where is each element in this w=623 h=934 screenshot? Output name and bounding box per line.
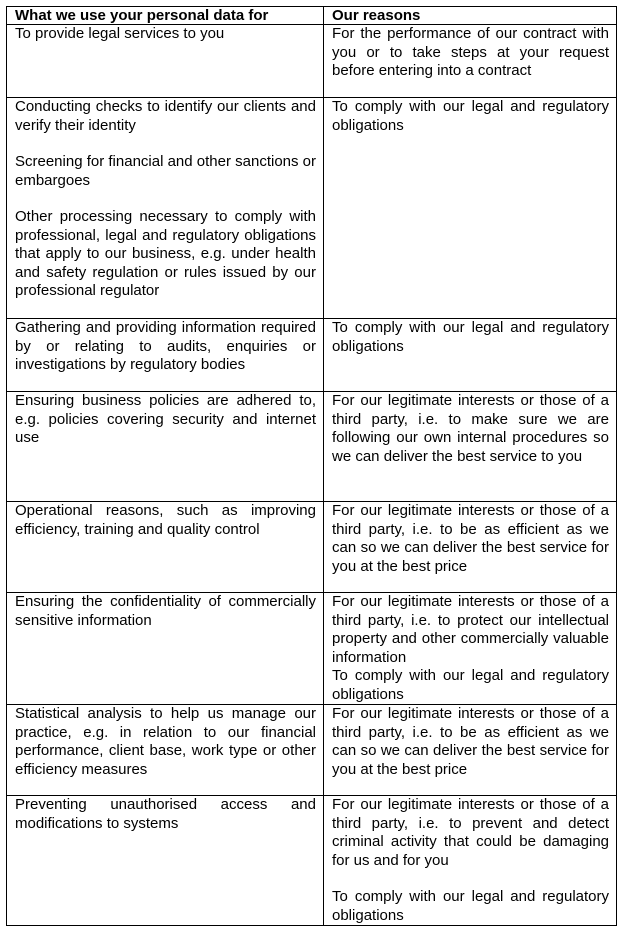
reason-text: For our legitimate interests or those of a third party, i.e. to make sure we are following our own internal procedures so we can deliver the best service to you — [332, 392, 609, 465]
header-purpose: What we use your personal data for — [7, 7, 324, 25]
purpose-text: Screening for financial and other sanctions or embargoes — [15, 153, 317, 189]
purpose-cell — [7, 319, 324, 392]
purpose-cell — [7, 502, 324, 593]
reason-text: For our legitimate interests or those of a third party, i.e. to be as efficient as we can so we can deliver the best service for you at the best price — [332, 502, 609, 575]
header-reasons: Our reasons — [324, 7, 617, 25]
purpose-cell — [7, 392, 324, 502]
reason-text: For our legitimate interests or those of a third party, i.e. to be as efficient as we can so we can deliver the best service for you at the best price — [332, 705, 609, 778]
reason-text: To comply with our legal and regulatory obligations — [332, 888, 609, 924]
purpose-cell — [7, 593, 324, 705]
purpose-text: Conducting checks to identify our clients and verify their identity — [15, 98, 316, 134]
table-row — [7, 502, 617, 593]
purpose-cell — [7, 705, 324, 796]
purpose-cell — [7, 25, 324, 98]
table-row — [7, 25, 617, 98]
purpose-text: Ensuring the confidentiality of commercially sensitive information — [15, 593, 316, 629]
purpose-cell — [7, 98, 324, 319]
data-use-table — [6, 6, 617, 926]
purpose-cell — [7, 796, 324, 926]
reason-text: For our legitimate interests or those of a third party, i.e. to protect our intellectual property and other commercially valuable information — [332, 593, 609, 666]
purpose-text: To provide legal services to you — [15, 25, 225, 42]
reasons-cell — [324, 319, 617, 392]
reasons-cell — [324, 98, 617, 319]
purpose-text: Other processing necessary to comply with professional, legal and regulatory obligations that apply to our business, e.g. under health and safety regulation or rules issued by our professional regulator — [15, 208, 316, 299]
reasons-cell — [324, 25, 617, 98]
table-row — [7, 593, 617, 705]
purpose-text: Ensuring business policies are adhered to, e.g. policies covering security and internet use — [15, 392, 316, 446]
table-body — [7, 25, 617, 926]
reasons-cell — [324, 796, 617, 926]
reasons-cell — [324, 502, 617, 593]
purpose-text: Preventing unauthorised access and modifications to systems — [15, 796, 316, 832]
reason-text: To comply with our legal and regulatory obligations — [332, 319, 609, 355]
table-row — [7, 98, 617, 319]
table-row — [7, 705, 617, 796]
reasons-cell — [324, 705, 617, 796]
table-row — [7, 392, 617, 502]
reasons-cell — [324, 392, 617, 502]
reason-text: For the performance of our contract with you or to take steps at your request before entering into a contract — [332, 25, 609, 79]
table-row — [7, 319, 617, 392]
reasons-cell — [324, 593, 617, 705]
reason-text: To comply with our legal and regulatory obligations — [332, 667, 609, 703]
table-header-row — [7, 7, 617, 25]
reason-text: To comply with our legal and regulatory obligations — [332, 98, 609, 134]
purpose-text: Gathering and providing information required by or relating to audits, enquiries or investigations by regulatory bodies — [15, 319, 316, 373]
table-row — [7, 796, 617, 926]
reason-text: For our legitimate interests or those of a third party, i.e. to prevent and detect criminal activity that could be damaging for us and for you — [332, 796, 609, 869]
purpose-text: Operational reasons, such as improving efficiency, training and quality control — [15, 502, 316, 538]
purpose-text: Statistical analysis to help us manage our practice, e.g. in relation to our financial performance, client base, work type or other efficiency measures — [15, 705, 316, 778]
